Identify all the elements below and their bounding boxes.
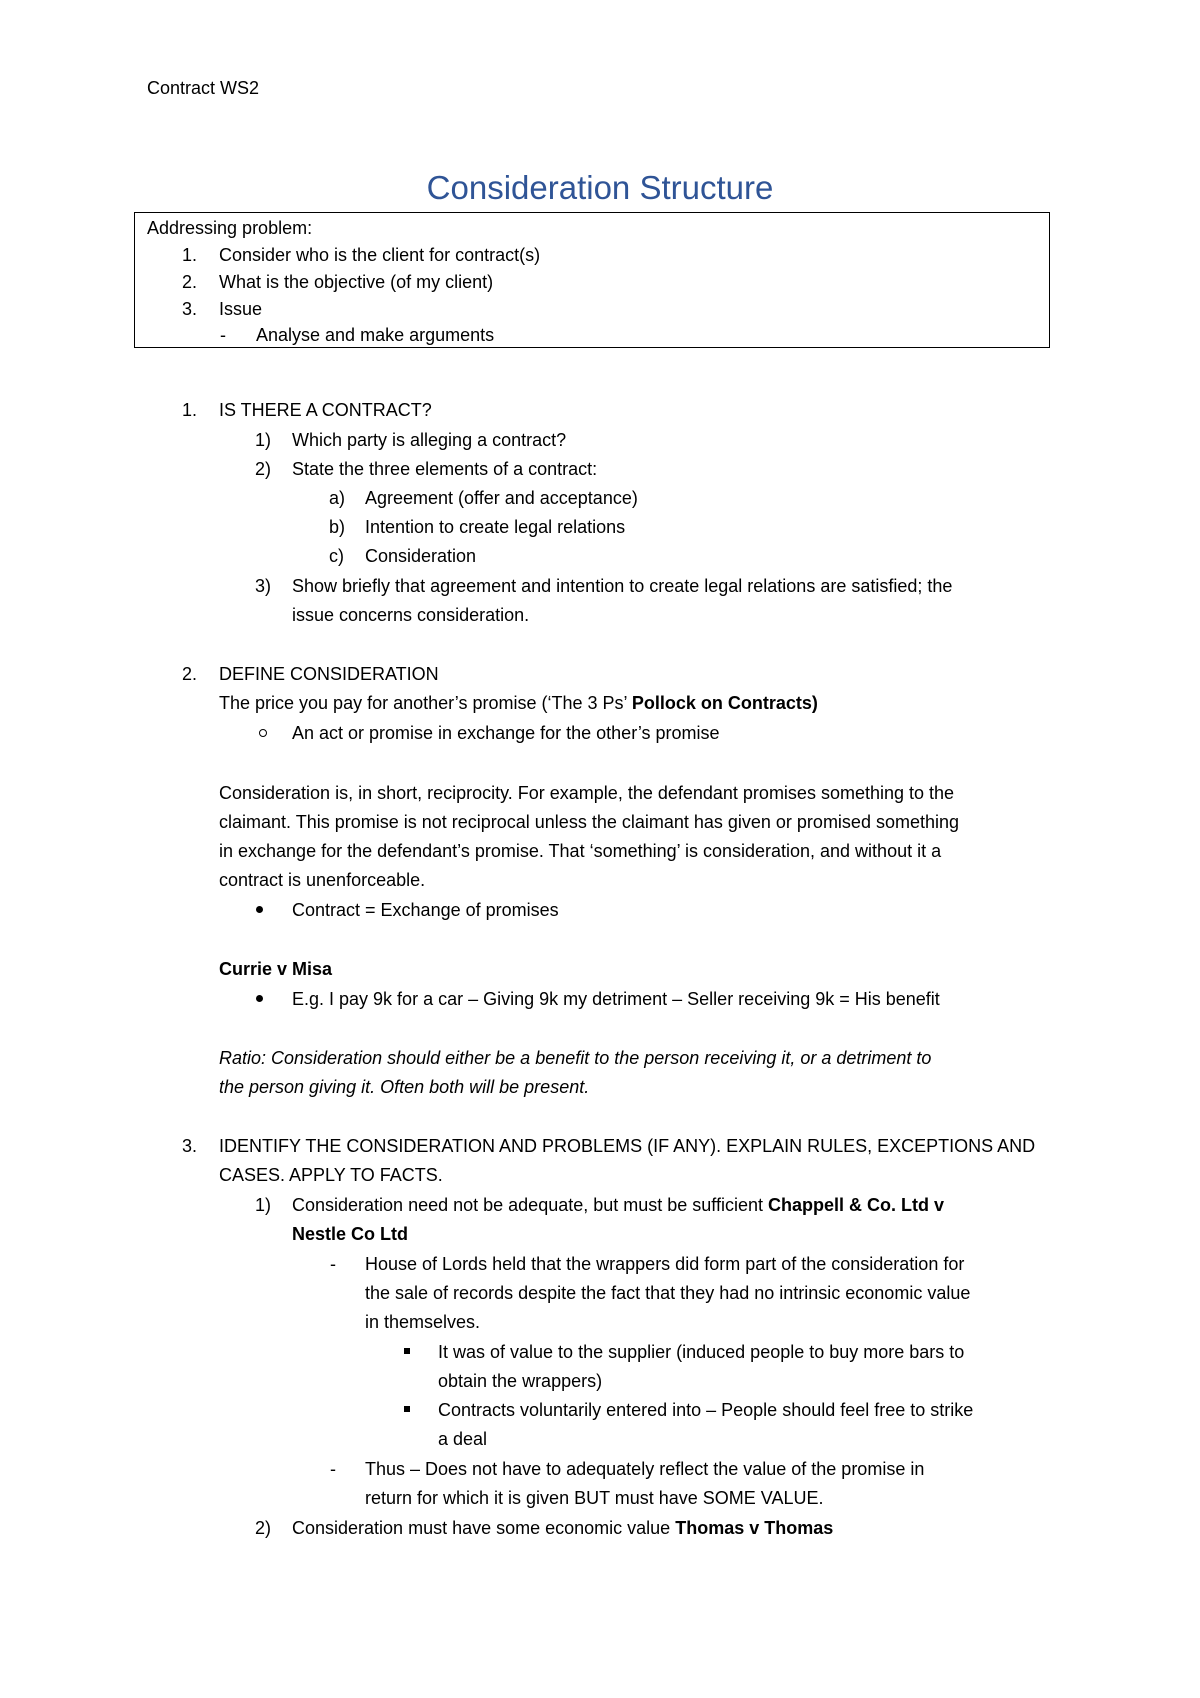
list-number: 3) xyxy=(255,576,272,596)
list-item: State the three elements of a contract: xyxy=(292,459,598,479)
section-1-number: 1. xyxy=(182,400,198,420)
circle-item: An act or promise in exchange for the other’s promise xyxy=(292,723,720,743)
case-name-text: Currie v Misa xyxy=(219,959,333,979)
paragraph-line: contract is unenforceable. xyxy=(219,870,426,890)
case-citation: Nestle Co Ltd xyxy=(292,1224,409,1244)
element-item: Intention to create legal relations xyxy=(365,517,626,537)
case-citation: Chappell & Co. Ltd v xyxy=(768,1195,945,1215)
element-letter: a) xyxy=(329,488,346,508)
square-item: obtain the wrappers) xyxy=(438,1371,603,1391)
box-item-number: 1. xyxy=(182,245,198,265)
element-item: Agreement (offer and acceptance) xyxy=(365,488,638,508)
element-letter: c) xyxy=(329,546,344,566)
element-item: Consideration xyxy=(365,546,477,566)
list-item xyxy=(292,1516,833,1540)
list-number: 2) xyxy=(255,1518,272,1538)
box-item-number: 2. xyxy=(182,272,198,292)
list-item: Show briefly that agreement and intention to create legal relations are satisfied; the xyxy=(292,576,953,596)
box-heading: Addressing problem: xyxy=(147,218,313,238)
list-item-continuation: issue concerns consideration. xyxy=(292,605,530,625)
box-sub-item: Analyse and make arguments xyxy=(256,325,495,345)
paragraph-line: Consideration is, in short, reciprocity. For example, the defendant promises something to the xyxy=(219,783,955,803)
dash-marker: - xyxy=(330,1254,336,1274)
element-letter: b) xyxy=(329,517,346,537)
section-1-heading: IS THERE A CONTRACT? xyxy=(219,400,432,420)
ratio-text: the person giving it. Often both will be present. xyxy=(219,1077,590,1097)
list-number: 2) xyxy=(255,459,272,479)
page-header: Contract WS2 xyxy=(147,78,260,98)
list-item-text: Consideration need not be adequate, but must be sufficient xyxy=(292,1195,768,1215)
list-number: 1) xyxy=(255,430,272,450)
paragraph-line: in exchange for the defendant’s promise. That ‘something’ is consideration, and without it a xyxy=(219,841,942,861)
square-item: a deal xyxy=(438,1429,488,1449)
box-item: Consider who is the client for contract(s) xyxy=(219,245,541,265)
definition-text: The price you pay for another’s promise (‘The 3 Ps’ xyxy=(219,693,632,713)
square-bullet-icon xyxy=(404,1406,410,1412)
square-bullet-icon xyxy=(404,1348,410,1354)
ratio-text: Ratio: Consideration should either be a benefit to the person receiving it, or a detriment to xyxy=(219,1048,932,1068)
dash-item: in themselves. xyxy=(365,1312,481,1332)
dash-item: House of Lords held that the wrappers did form part of the consideration for xyxy=(365,1254,965,1274)
list-number: 1) xyxy=(255,1195,272,1215)
ratio-line xyxy=(219,1075,589,1099)
case-name xyxy=(219,957,332,981)
dash-item: Thus – Does not have to adequately reflect the value of the promise in xyxy=(365,1459,925,1479)
dash-item: the sale of records despite the fact that they had no intrinsic economic value xyxy=(365,1283,971,1303)
list-item xyxy=(292,1193,944,1217)
bullet-icon xyxy=(256,906,263,913)
dash-item: return for which it is given BUT must have SOME VALUE. xyxy=(365,1488,824,1508)
box-sub-dash: - xyxy=(220,325,226,345)
list-item: Which party is alleging a contract? xyxy=(292,430,567,450)
circle-bullet-icon xyxy=(259,729,267,737)
definition-line xyxy=(219,691,818,715)
bullet-item: E.g. I pay 9k for a car – Giving 9k my detriment – Seller receiving 9k = His benefit xyxy=(292,989,940,1009)
list-item-continuation xyxy=(292,1222,408,1246)
section-3-heading: IDENTIFY THE CONSIDERATION AND PROBLEMS (IF ANY). EXPLAIN RULES, EXCEPTIONS AND xyxy=(219,1136,1036,1156)
page-title: Consideration Structure xyxy=(426,169,774,206)
box-item: Issue xyxy=(219,299,263,319)
ratio-line xyxy=(219,1046,931,1070)
bullet-icon xyxy=(256,995,263,1002)
box-item: What is the objective (of my client) xyxy=(219,272,494,292)
case-citation: Thomas v Thomas xyxy=(675,1518,834,1538)
box-item-number: 3. xyxy=(182,299,198,319)
section-2-number: 2. xyxy=(182,664,198,684)
bullet-item: Contract = Exchange of promises xyxy=(292,900,559,920)
paragraph-line: claimant. This promise is not reciprocal unless the claimant has given or promised something xyxy=(219,812,960,832)
square-item: It was of value to the supplier (induced people to buy more bars to xyxy=(438,1342,965,1362)
dash-marker: - xyxy=(330,1459,336,1479)
definition-source: Pollock on Contracts) xyxy=(631,693,818,713)
list-item-text: Consideration must have some economic value xyxy=(292,1518,676,1538)
section-3-heading: CASES. APPLY TO FACTS. xyxy=(219,1165,443,1185)
section-2-heading: DEFINE CONSIDERATION xyxy=(219,664,439,684)
section-3-number: 3. xyxy=(182,1136,198,1156)
square-item: Contracts voluntarily entered into – People should feel free to strike xyxy=(438,1400,974,1420)
